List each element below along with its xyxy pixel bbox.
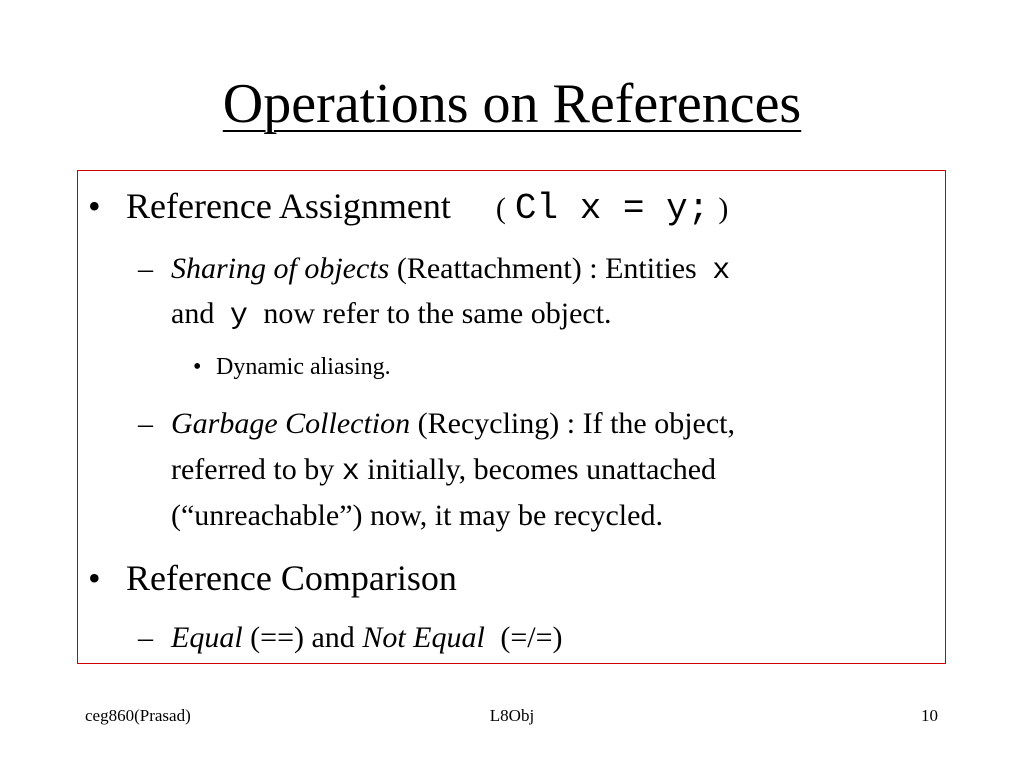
sub-3-text-b: (=/=) [500,621,563,654]
slide-title-text: Operations on References [222,73,802,135]
slide-title [0,72,1024,136]
sub-1-dash: – [138,252,153,285]
footer-left: ceg860(Prasad) [85,706,191,725]
bullet-1-code: Cl x = y; [514,188,710,229]
sub-2-line-1 [171,406,735,442]
sub-3-italic-a: Equal [171,621,243,654]
sub-1-text-and: and [171,297,215,330]
sub-1-line-1 [171,251,730,289]
sub-3-italic-b: Not Equal [362,621,485,654]
sub-sub-1-text: Dynamic aliasing. [216,354,391,380]
sub-2-text-a: (Recycling) : If the object, [417,407,736,440]
bullet-1-line [126,186,728,229]
sub-2-code-x: x [341,455,360,489]
sub-sub-1-marker: • [193,354,202,380]
sub-1-code-x: x [712,254,731,288]
footer-page-number: 10 [921,706,938,725]
footer-center: L8Obj [489,706,535,725]
sub-2-line-2 [171,452,716,490]
bullet-1-paren-open: ( [495,192,506,225]
bullet-2-label: Reference Comparison [126,558,457,598]
sub-1-line-2 [171,296,612,334]
sub-2-line-3: (“unreachable”) now, it may be recycled. [171,499,663,532]
bullet-1-label: Reference Assignment [126,186,451,226]
sub-2-italic: Garbage Collection [171,407,411,440]
sub-3-dash: – [138,621,153,654]
bullet-1-marker: • [88,186,101,226]
sub-3-line [171,620,562,656]
bullet-1-paren-close: ) [718,192,729,225]
sub-1-code-y: y [229,299,248,333]
sub-1-text-b: now refer to the same object. [263,297,612,330]
sub-1-text-a: (Reattachment) : Entities [396,252,697,285]
sub-2-text-b: referred to by [171,453,335,486]
sub-1-italic: Sharing of objects [171,252,390,285]
sub-3-text-a: (==) and [250,621,355,654]
bullet-2-marker: • [88,558,101,598]
sub-2-text-c: initially, becomes unattached [367,453,717,486]
sub-2-dash: – [138,407,153,440]
